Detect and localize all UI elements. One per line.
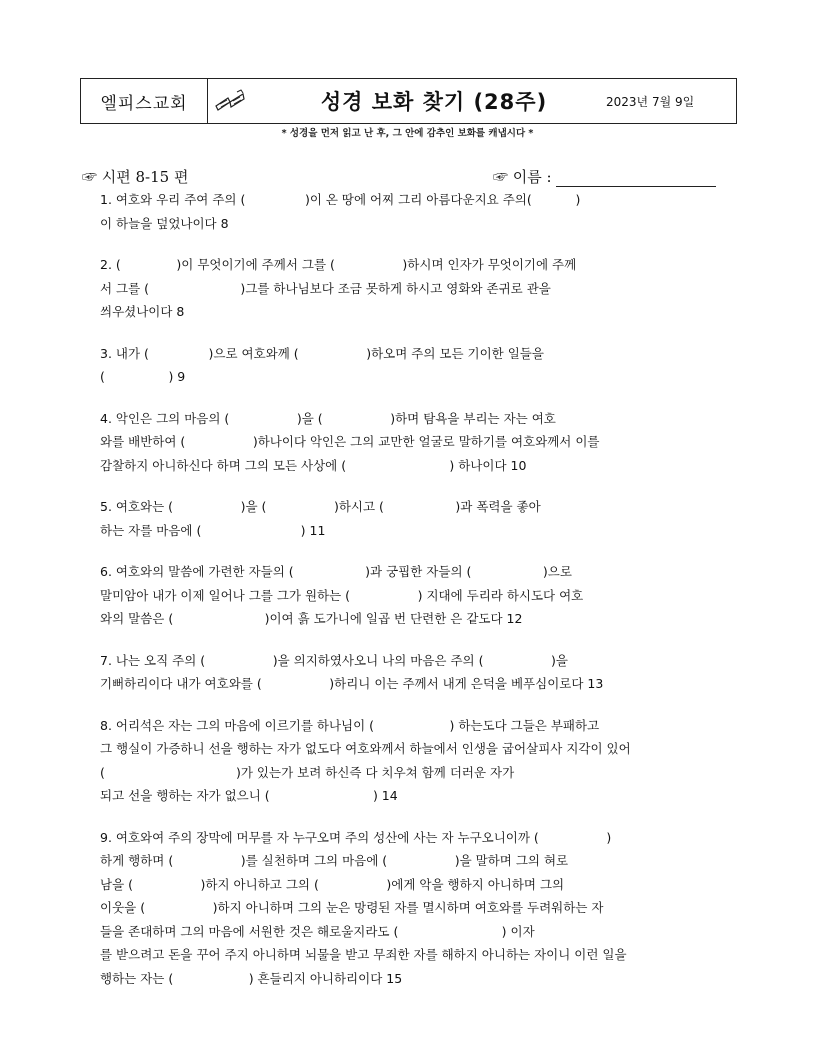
question-1 bbox=[100, 188, 726, 235]
passage-reference: ☞ 시편 8-15 편 bbox=[82, 168, 189, 186]
question-line: 8. 어리석은 자는 그의 마음에 이르기를 하나님이 ( ) 하는도다 그들은 부패하고 bbox=[100, 717, 600, 733]
question-line: 서 그를 ( )그를 하나님보다 조금 못하게 하시고 영화와 존귀로 관을 bbox=[100, 280, 551, 296]
question-line: 그 행실이 가증하니 선을 행하는 자가 없도다 여호와께서 하늘에서 인생을 굽어살피사 지각이 있어 bbox=[100, 741, 631, 756]
question-list bbox=[100, 188, 726, 1008]
question-line: 남을 ( )하지 아니하고 그의 ( )에게 악을 행하지 아니하며 그의 bbox=[100, 876, 565, 892]
question-line: 7. 나는 오직 주의 ( )을 의지하였사오니 나의 마음은 주의 ( )을 bbox=[100, 652, 568, 668]
question-line: 9. 여호와여 주의 장막에 머무를 자 누구오며 주의 성산에 사는 자 누구오니이까 ( ) bbox=[100, 829, 612, 845]
question-line: 이 하늘을 덮었나이다 8 bbox=[100, 215, 229, 231]
question-line: 씌우셨나이다 8 bbox=[100, 304, 185, 319]
question-8 bbox=[100, 714, 726, 808]
question-line: 감찰하지 아니하신다 하며 그의 모든 사상에 ( ) 하나이다 10 bbox=[100, 457, 527, 473]
worksheet-title: 성경 보화 찾기 (28주) bbox=[320, 90, 548, 114]
question-line: ( ) 9 bbox=[100, 369, 186, 384]
worksheet-date: 2023년 7월 9일 bbox=[606, 94, 695, 109]
question-4 bbox=[100, 407, 726, 478]
name-blank-line[interactable] bbox=[556, 170, 716, 187]
open-book-icon bbox=[208, 79, 252, 123]
question-line: 2. ( )이 무엇이기에 주께서 그를 ( )하시며 인자가 무엇이기에 주께 bbox=[100, 257, 577, 272]
name-label: ☞ 이름 : bbox=[493, 168, 552, 186]
question-line: 와의 말씀은 ( )이여 흙 도가니에 일곱 번 단련한 은 같도다 12 bbox=[100, 611, 523, 626]
question-line: 말미암아 내가 이제 일어나 그를 그가 원하는 ( ) 지대에 두리라 하시도다 여호 bbox=[100, 587, 584, 603]
question-line: 기뻐하리이다 내가 여호와를 ( )하리니 이는 주께서 내게 은덕을 베푸심이로다 13 bbox=[100, 676, 604, 691]
question-3 bbox=[100, 342, 726, 389]
question-2 bbox=[100, 253, 726, 324]
question-9 bbox=[100, 826, 726, 991]
instruction-subtitle: * 성경을 먼저 읽고 난 후, 그 안에 감추인 보화를 캐냅시다 * bbox=[281, 128, 534, 139]
question-line: ( )가 있는가 보려 하신즉 다 치우쳐 함께 더러운 자가 bbox=[100, 764, 515, 780]
question-line: 되고 선을 행하는 자가 없으니 ( ) 14 bbox=[100, 788, 398, 803]
question-line: 들을 존대하며 그의 마음에 서원한 것은 해로울지라도 ( ) 이자 bbox=[100, 923, 535, 939]
question-line: 5. 여호와는 ( )을 ( )하시고 ( )과 폭력을 좋아 bbox=[100, 499, 541, 514]
question-7 bbox=[100, 649, 726, 696]
question-line: 와를 배반하여 ( )하나이다 악인은 그의 교만한 얼굴로 말하기를 여호와께서 이를 bbox=[100, 434, 600, 449]
question-5 bbox=[100, 495, 726, 542]
question-line: 행하는 자는 ( ) 흔들리지 아니하리이다 15 bbox=[100, 970, 403, 986]
question-line: 6. 여호와의 말씀에 가련한 자들의 ( )과 궁핍한 자들의 ( )으로 bbox=[100, 564, 572, 579]
name-field[interactable] bbox=[493, 166, 716, 187]
question-line: 를 받으려고 돈을 꾸어 주지 아니하며 뇌물을 받고 무죄한 자를 해하지 아니하는 자이니 이런 일을 bbox=[100, 947, 627, 962]
worksheet-header bbox=[80, 78, 737, 124]
question-6 bbox=[100, 560, 726, 631]
question-line: 하게 행하며 ( )를 실천하며 그의 마음에 ( )을 말하며 그의 혀로 bbox=[100, 853, 569, 868]
question-line: 이웃을 ( )하지 아니하며 그의 눈은 망령된 자를 멸시하며 여호와를 두려워하는 자 bbox=[100, 900, 604, 915]
question-line: 하는 자를 마음에 ( ) 11 bbox=[100, 522, 326, 538]
question-line: 1. 여호와 우리 주여 주의 ( )이 온 땅에 어찌 그리 아름다운지요 주의( ) bbox=[100, 192, 581, 207]
question-line: 4. 악인은 그의 마음의 ( )을 ( )하며 탐욕을 부리는 자는 여호 bbox=[100, 410, 556, 426]
question-line: 3. 내가 ( )으로 여호와께 ( )하오며 주의 모든 기이한 일들을 bbox=[100, 345, 544, 361]
church-name: 엘피스교회 bbox=[81, 79, 208, 123]
